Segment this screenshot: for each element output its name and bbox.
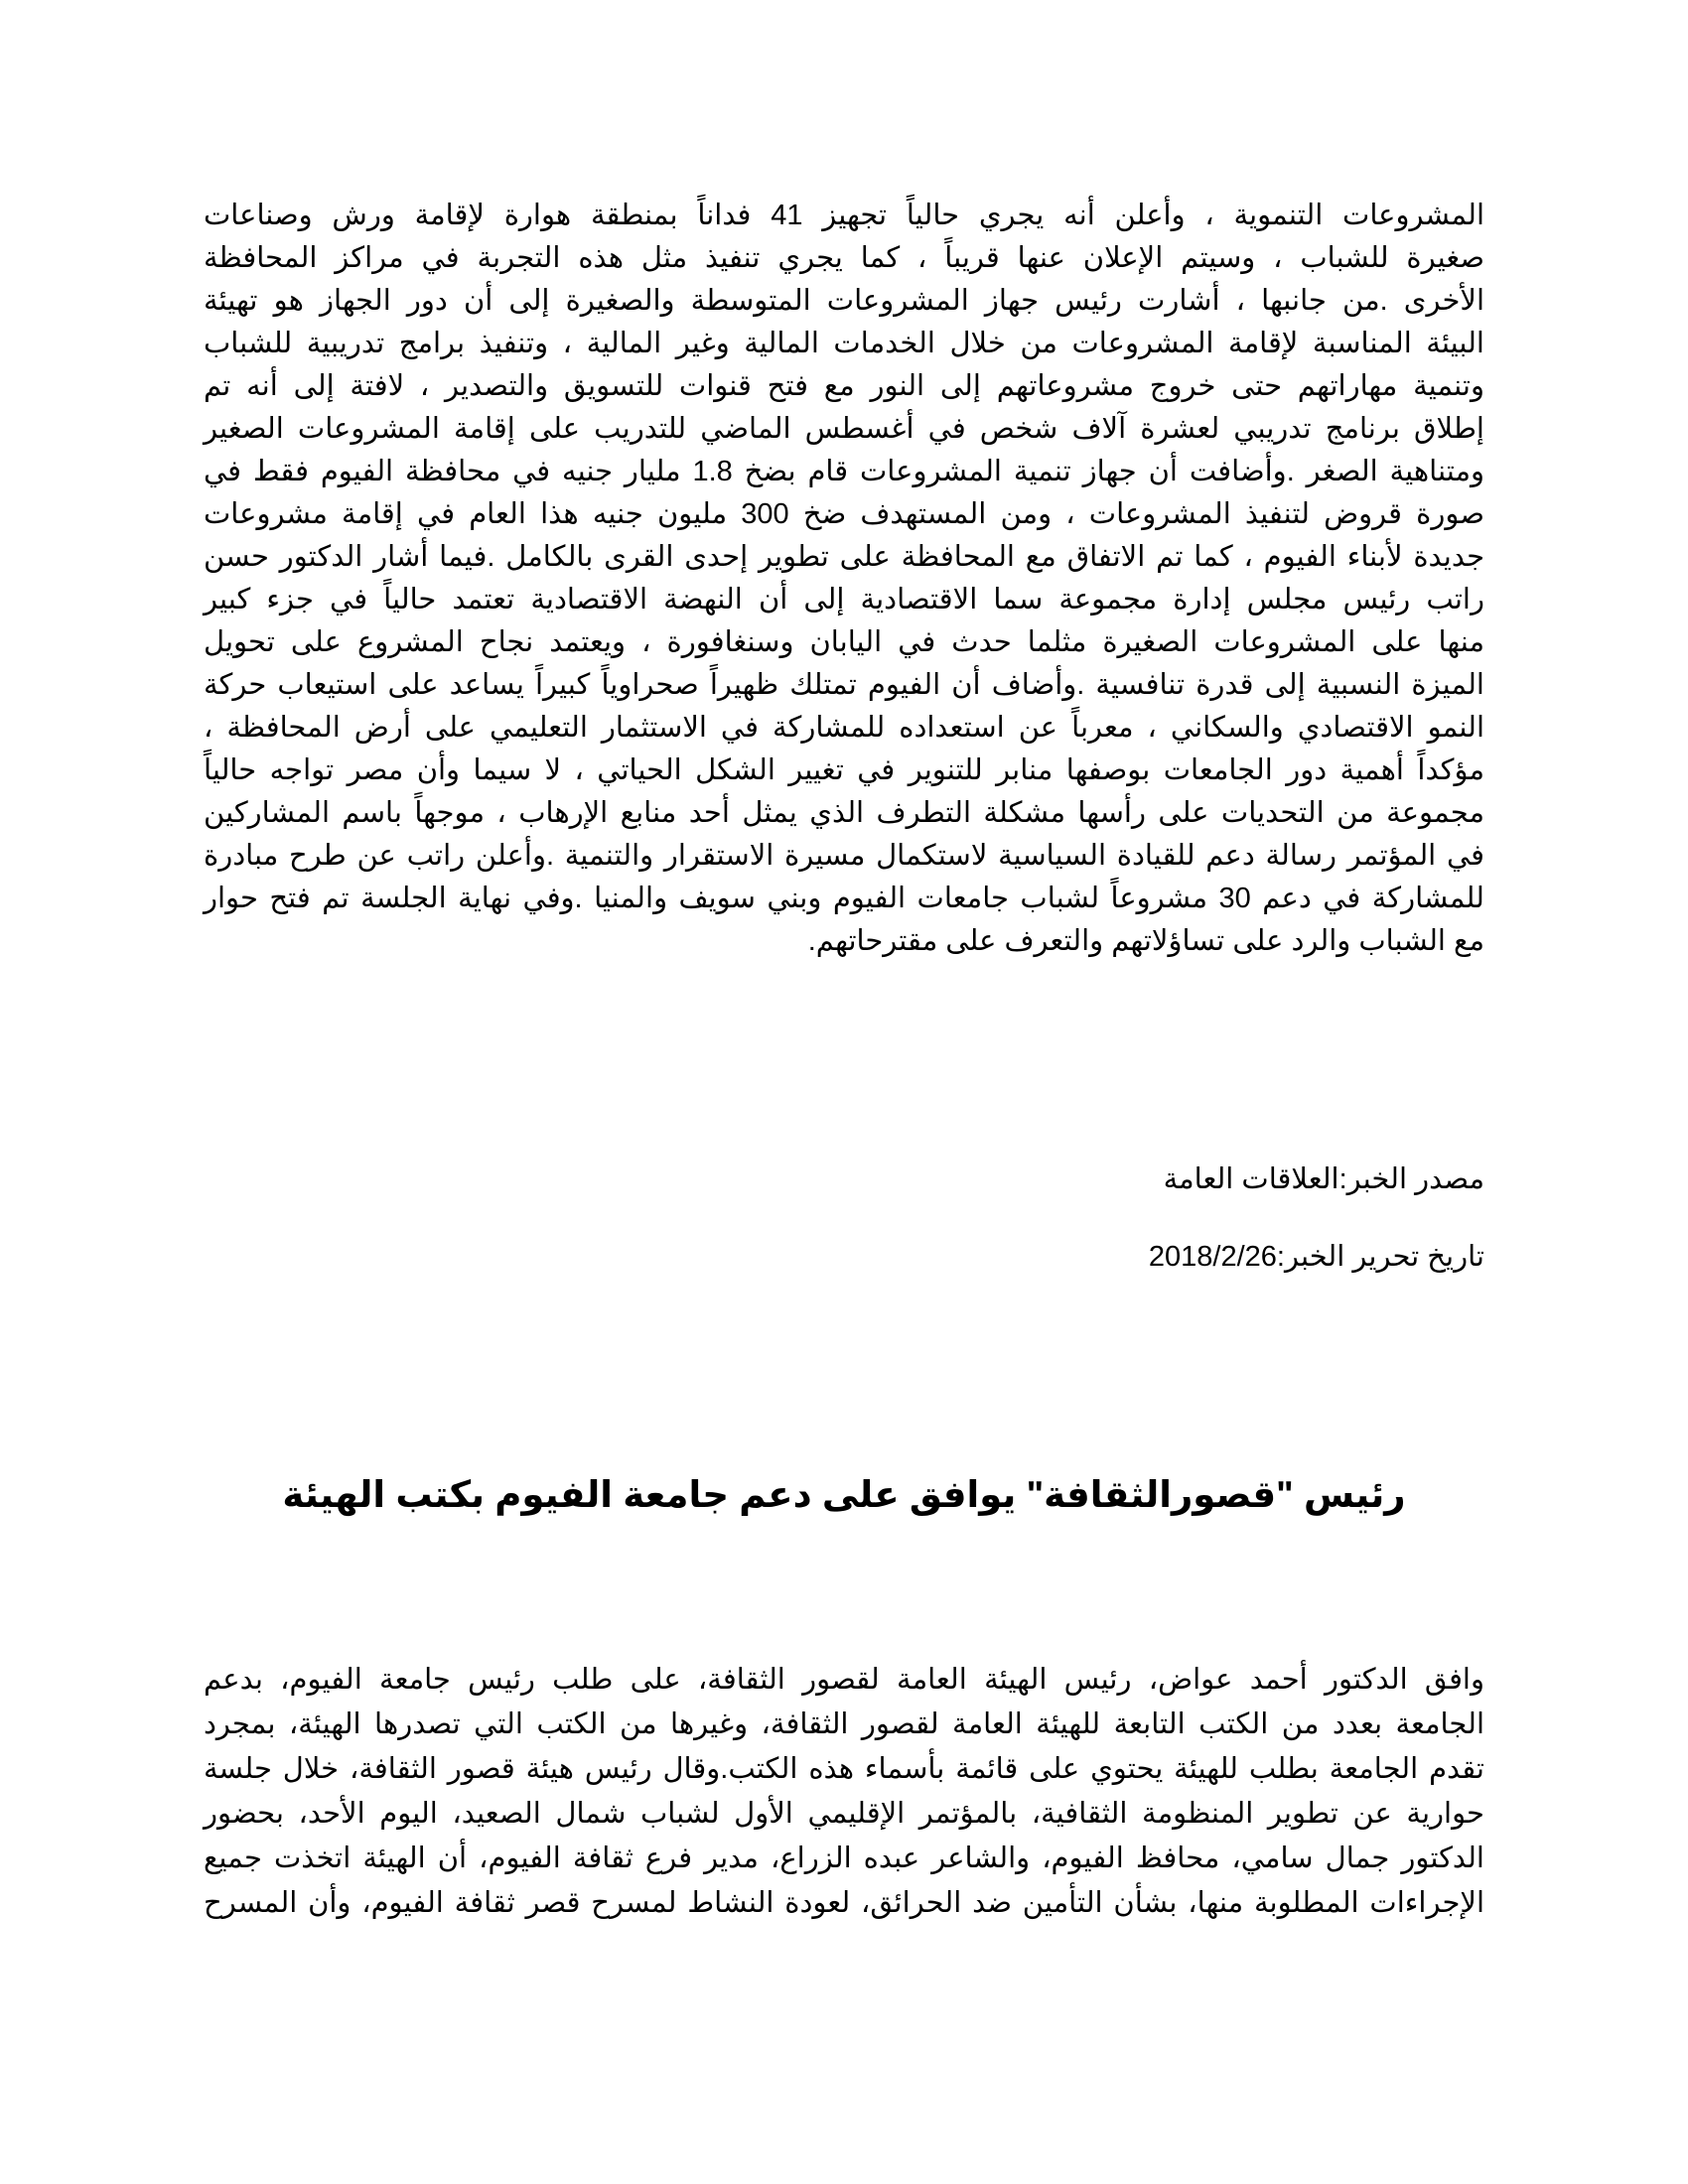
body-line: منها على المشروعات الصغيرة مثلما حدث في اليابان وسنغافورة ، ويعتمد نجاح المشروع على تحويل [204, 626, 1485, 658]
article2-body [204, 1658, 1484, 1926]
body-line: ومتناهية الصغر .وأضافت أن جهاز تنمية المشروعات قام بضخ 1.8 مليار جنيه في محافظة الفيوم فقط في [204, 456, 1484, 487]
body-line: في المؤتمر رسالة دعم للقيادة السياسية لاستكمال مسيرة الاستقرار والتنمية .وأعلن راتب عن طرح مبادرة [204, 840, 1484, 872]
body-line: صورة قروض لتنفيذ المشروعات ، ومن المستهدف ضخ 300 مليون جنيه هذا العام في إقامة مشروعات [204, 498, 1484, 530]
body-line: حوارية عن تطوير المنظومة الثقافية، بالمؤتمر الإقليمي الأول لشباب شمال الصعيد، اليوم الأحد، بحضور [204, 1798, 1484, 1830]
body-line: الإجراءات المطلوبة منها، بشأن التأمين ضد الحرائق، لعودة النشاط لمسرح قصر ثقافة الفيوم، وأن المسرح [204, 1887, 1484, 1919]
body-line: وافق الدكتور أحمد عواض، رئيس الهيئة العامة لقصور الثقافة، على طلب رئيس جامعة الفيوم، بدعم [204, 1664, 1484, 1696]
article2-headline: رئيس "قصورالثقافة" يوافق على دعم جامعة الفيوم بكتب الهيئة [282, 1474, 1406, 1515]
body-line: مؤكداً أهمية دور الجامعات بوصفها منابر للتنوير في تغيير الشكل الحياتي ، لا سيما وأن مصر تواجه حالياً [204, 754, 1484, 786]
body-line: الأخرى .من جانبها ، أشارت رئيس جهاز المشروعات المتوسطة والصغيرة إلى أن دور الجهاز هو تهيئة [204, 285, 1484, 317]
body-line: إطلاق برنامج تدريبي لعشرة آلاف شخص في أغسطس الماضي للتدريب على إقامة المشروعات الصغير [204, 413, 1484, 445]
article1-body [204, 195, 1484, 963]
body-line: البيئة المناسبة لإقامة المشروعات من خلال الخدمات المالية وغير المالية ، وتنفيذ برامج تدريبية للشباب [204, 328, 1484, 359]
news-edit-date: تاريخ تحرير الخبر:2018/2/26 [1148, 1241, 1484, 1273]
body-line: الجامعة بعدد من الكتب التابعة للهيئة العامة لقصور الثقافة، وغيرها من الكتب التي تصدرها الهيئة، بمجرد [204, 1708, 1484, 1740]
news-source: مصدر الخبر:العلاقات العامة [1163, 1163, 1484, 1195]
body-line: للمشاركة في دعم 30 مشروعاً لشباب جامعات الفيوم وبني سويف والمنيا .وفي نهاية الجلسة تم فتح حوار [204, 883, 1484, 914]
body-line: الدكتور جمال سامي، محافظ الفيوم، والشاعر عبده الزراع، مدير فرع ثقافة الفيوم، أن الهيئة اتخذت جميع [204, 1843, 1484, 1874]
body-line: صغيرة للشباب ، وسيتم الإعلان عنها قريباً ، كما يجري تنفيذ مثل هذه التجربة في مراكز المحافظة [204, 242, 1484, 274]
body-line: المشروعات التنموية ، وأعلن أنه يجري حالياً تجهيز 41 فداناً بمنطقة هوارة لإقامة ورش وصناعات [204, 200, 1485, 231]
body-line: الميزة النسبية إلى قدرة تنافسية .وأضاف أن الفيوم تمتلك ظهيراً صحراوياً كبيراً يساعد على استيعاب حركة [204, 669, 1484, 701]
body-line: تقدم الجامعة بطلب للهيئة يحتوي على قائمة بأسماء هذه الكتب.وقال رئيس هيئة قصور الثقافة، خلال جلسة [204, 1753, 1484, 1785]
body-line: مجموعة من التحديات على رأسها مشكلة التطرف الذي يمثل أحد منابع الإرهاب ، موجهاً باسم المشاركين [204, 797, 1484, 829]
body-line: راتب رئيس مجلس إدارة مجموعة سما الاقتصادية إلى أن النهضة الاقتصادية تعتمد حالياً في جزء كبير [204, 584, 1484, 615]
body-line: وتنمية مهاراتهم حتى خروج مشروعاتهم إلى النور مع فتح قنوات للتسويق والتصدير ، لافتة إلى أنه تم [204, 370, 1484, 402]
body-line: مع الشباب والرد على تساؤلاتهم والتعرف على مقترحاتهم. [807, 925, 1484, 957]
body-line: النمو الاقتصادي والسكاني ، معرباً عن استعداده للمشاركة في الاستثمار التعليمي على أرض المحافظة ، [204, 712, 1484, 744]
body-line: جديدة لأبناء الفيوم ، كما تم الاتفاق مع المحافظة على تطوير إحدى القرى بالكامل .فيما أشار الدكتور حسن [204, 541, 1484, 573]
